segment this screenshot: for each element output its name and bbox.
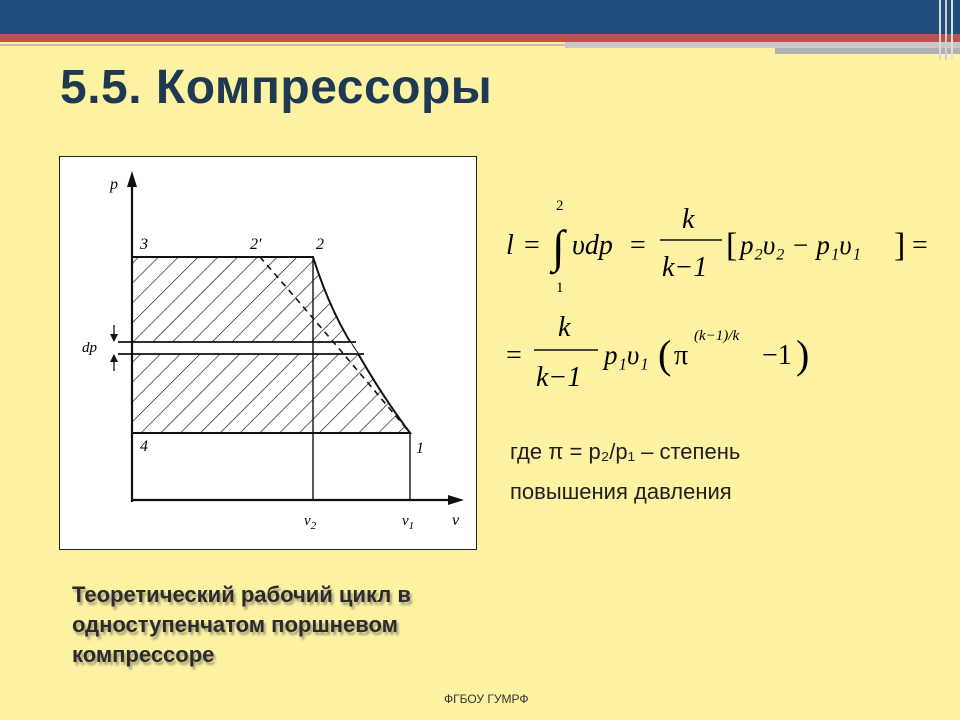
formula-eq-4: = <box>506 340 522 371</box>
accent-band <box>0 34 960 42</box>
exponent: (k−1)/k <box>694 328 740 344</box>
formula-eq-1: = <box>524 230 540 261</box>
dp-strip <box>132 342 372 354</box>
point-4-label: 4 <box>140 438 148 455</box>
formula-eq-2: = <box>630 230 646 261</box>
gray-band-2 <box>775 48 960 54</box>
accent-line <box>0 44 565 46</box>
footer-org: ФГБОУ ГУМРФ <box>444 692 529 706</box>
point-3-label: 3 <box>140 236 148 253</box>
pv-diagram <box>59 156 477 550</box>
integral-lower: 1 <box>556 280 564 296</box>
top-band <box>0 0 960 34</box>
bracket-left: [ <box>726 227 738 264</box>
integrand: υdp <box>572 230 613 261</box>
frac1-den: k−1 <box>662 252 708 283</box>
diagram-caption: Теоретический рабочий цикл в одноступенчатом поршневом компрессоре <box>72 582 411 667</box>
point-1-label: 1 <box>416 440 424 457</box>
paren-left: ( <box>658 332 672 377</box>
edge-decoration <box>936 0 960 60</box>
integral-upper: 2 <box>556 198 564 214</box>
formula-eq-3: = <box>912 230 928 261</box>
work-formula <box>500 190 940 415</box>
integral-sign: ∫ <box>552 221 565 272</box>
minus-one: −1 <box>762 340 792 371</box>
formula-l: l <box>506 230 514 261</box>
note-line-2: повышения давления <box>510 479 732 504</box>
paren-right: ) <box>796 332 810 377</box>
slide-title: 5.5. Компрессоры <box>60 61 493 114</box>
p-axis-label: p <box>110 176 118 193</box>
dp-label: dp <box>82 340 97 356</box>
v2-label: $v_2$ <box>304 513 317 532</box>
pi-symbol: π <box>674 340 689 371</box>
note-line-1: где π = p₂/p₁ – степень <box>510 439 741 464</box>
v-axis-label: v <box>452 512 460 529</box>
p1v1: p₁υ₁ <box>604 340 649 370</box>
frac1-num: k <box>682 204 695 235</box>
frac2-den: k−1 <box>536 362 582 393</box>
point-2prime-label: 2′ <box>250 236 262 253</box>
formula-note <box>510 432 930 512</box>
bracket-content: p₂υ₂ − p₁υ₁ <box>740 230 862 260</box>
v1-label: $v_1$ <box>402 513 415 532</box>
bracket-right: ] <box>894 227 906 264</box>
point-2-label: 2 <box>316 236 324 253</box>
frac2-num: k <box>558 312 571 343</box>
